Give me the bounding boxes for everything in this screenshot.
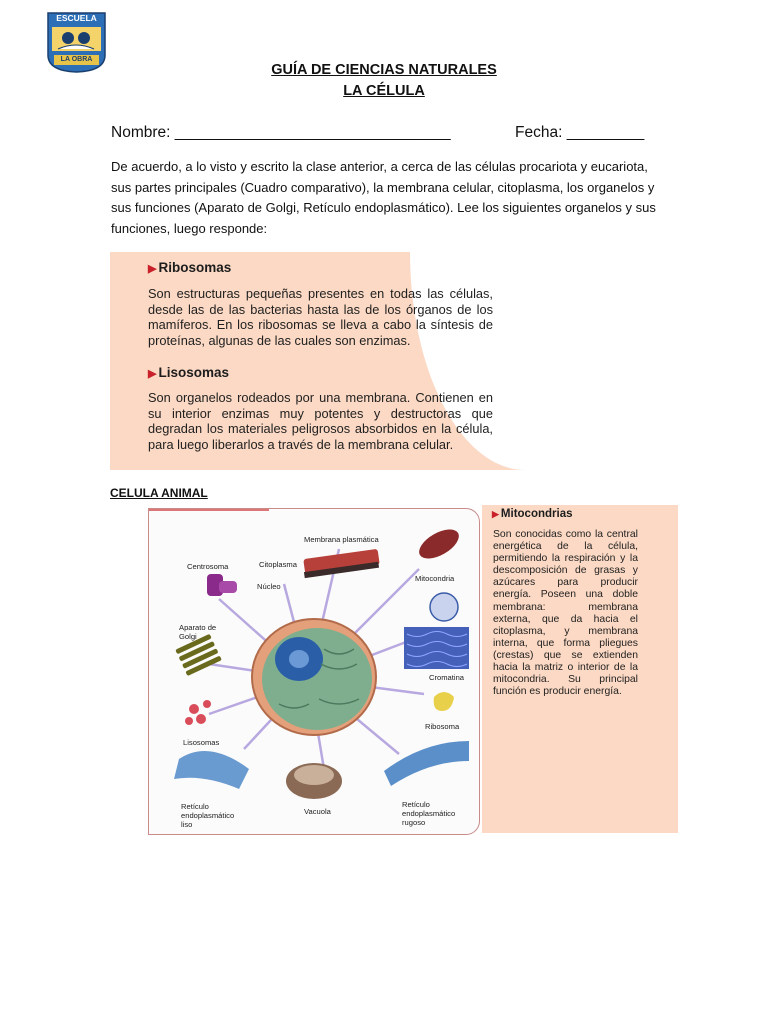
page-subtitle: LA CÉLULA — [343, 83, 425, 99]
animal-cell-figure — [148, 505, 678, 833]
triangle-marker-icon: ▶ — [148, 368, 157, 380]
label-ret-rugoso-2: endoplasmático — [402, 809, 456, 818]
lysosome-shapes — [185, 700, 211, 725]
label-ribosoma: Ribosoma — [425, 722, 460, 731]
page-title: GUÍA DE CIENCIAS NATURALES — [271, 62, 497, 78]
logo-bottom-text: LA OBRA — [60, 56, 93, 63]
label-ret-rugoso-3: rugoso — [402, 818, 426, 827]
nucleolus — [289, 650, 309, 668]
mitocondrias-title: Mitocondrias — [500, 508, 573, 520]
mitocondrias-box — [482, 505, 678, 833]
ribosomas-heading — [148, 260, 231, 275]
label-vacuola: Vacuola — [304, 807, 331, 816]
label-citoplasma: Citoplasma — [259, 560, 297, 569]
ribosomas-title: Ribosomas — [158, 260, 232, 275]
mitochondria-shape — [414, 523, 463, 564]
label-ret-liso-3: liso — [181, 820, 193, 829]
rough-er-shape — [384, 741, 469, 786]
chromatin-circle — [430, 593, 458, 621]
cytoplasm — [262, 628, 372, 730]
label-ret-rugoso-1: Retículo — [402, 800, 430, 809]
label-nucleo: Núcleo — [257, 582, 281, 591]
triangle-marker-icon: ▶ — [492, 509, 499, 519]
ribosome-shape — [434, 692, 454, 711]
mitocondrias-text: Son conocidas como la central energética de la célula, permitiendo la respiración y la descomposición de grasas y azúcares para producir energía. Poseen una doble membrana: membrana externa, que da hacia el citoplasma, y membrana interna, que forma pliegues (crestas) que se extienden hacia la matriz o interior de la mitocondria. Su principal función es producir energía. — [493, 529, 638, 698]
lisosomas-title: Lisosomas — [158, 365, 229, 380]
label-cromatina: Cromatina — [429, 673, 465, 682]
triangle-marker-icon: ▶ — [148, 263, 157, 275]
section-label: CELULA ANIMAL — [110, 486, 208, 500]
label-ret-liso-2: endoplasmático — [181, 811, 235, 820]
label-membrana: Membrana plasmática — [304, 535, 379, 544]
mitocondrias-heading — [492, 508, 572, 520]
label-golgi-2: Golgi — [179, 632, 197, 641]
nombre-field: Nombre: ________________________________ — [111, 124, 451, 141]
fecha-field: Fecha: _________ — [515, 124, 645, 141]
cell-diagram — [149, 509, 479, 834]
label-mitocondria: Mitocondria — [415, 574, 455, 583]
smooth-er-shape — [174, 751, 249, 789]
ribosomas-text: Son estructuras pequeñas presentes en todas las células, desde las de las bacterias hasta las de los órganos de los mamíferos. En los ribosomas se lleva a cabo la síntesis de proteínas, algunas de las cuales son enzimas. — [148, 286, 493, 348]
label-centrosoma: Centrosoma — [187, 562, 229, 571]
label-ret-liso-1: Retículo — [181, 802, 209, 811]
label-golgi-1: Aparato de — [179, 623, 217, 632]
lisosomas-heading — [148, 365, 229, 380]
chromatin-block — [404, 627, 469, 669]
cell-diagram-panel — [148, 508, 480, 835]
lisosomas-text: Son organelos rodeados por una membrana. Contienen en su interior enzimas muy potentes y destructoras que degradan los materiales peligrosos absorbidos en la célula, para luego liberarlos a través de la membrana celular. — [148, 390, 493, 452]
intro-paragraph: De acuerdo, a lo visto y escrito la clase anterior, a cerca de las células procariota y eucariota, sus partes principales (Cuadro comparativo), la membrana celular, citoplasma, los organelos y sus funciones (Aparato de Golgi, Retículo endoplasmático). Lee los siguientes organelos y sus funciones, luego responde: — [111, 159, 656, 236]
logo-top-text: ESCUELA — [56, 13, 97, 23]
organelos-info-box — [110, 252, 525, 470]
label-lisosomas: Lisosomas — [183, 738, 220, 747]
